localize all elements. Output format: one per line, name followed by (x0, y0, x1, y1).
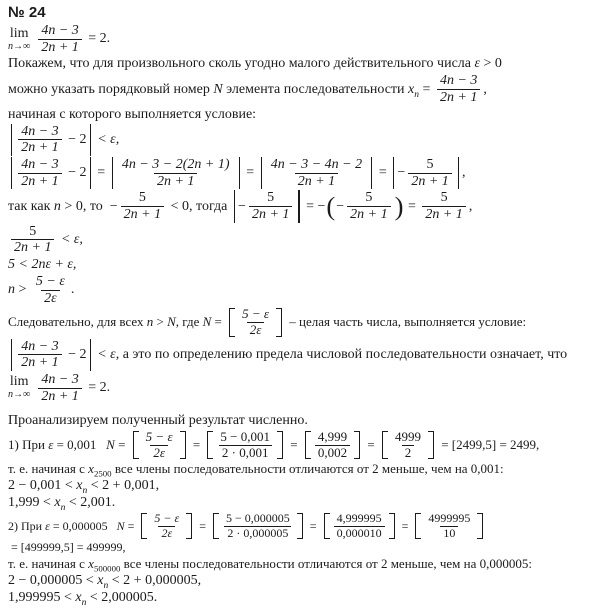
text: 1,999 < (8, 495, 55, 511)
numeric-analysis-heading (8, 413, 594, 429)
x-var: x (408, 81, 415, 97)
text: 2 − 0,001 < (8, 478, 77, 494)
fraction-numerator: 5 (267, 190, 275, 206)
abs-value (8, 339, 94, 371)
fraction-denominator: 2ε (150, 445, 168, 461)
intro-line-2 (8, 73, 594, 105)
conclusion-line-1 (8, 307, 594, 337)
fraction-numerator: 5 (365, 190, 373, 206)
minus-sign: − (336, 198, 345, 214)
since-line (8, 190, 594, 222)
problem-number: № 24 (8, 4, 46, 21)
equals-sign: = (242, 165, 258, 181)
equals-sign: = (196, 518, 210, 533)
epsilon-var: ε (45, 518, 50, 533)
lim-operator (8, 27, 30, 52)
x-subscript: n (103, 580, 109, 591)
less-than-eps: < ε, (93, 346, 120, 362)
fraction (268, 157, 365, 189)
fraction (437, 73, 480, 105)
fraction (143, 430, 176, 460)
int-part-brackets (411, 512, 487, 540)
int-part-brackets (301, 430, 364, 460)
right-bracket (186, 513, 192, 539)
fraction (18, 124, 61, 156)
x-var: x (88, 461, 94, 477)
fraction-numerator: 4n − 3 (41, 371, 79, 387)
result-text: = [2499,5] = 2499, (437, 437, 540, 453)
fraction-denominator: 2ε (41, 290, 60, 307)
text: все члены последовательности отличаются от 2 меньше, чем на 0,000005: (120, 556, 532, 572)
x-var: x (88, 556, 94, 572)
int-part-brackets (225, 307, 286, 337)
minus-two: − 2 (64, 346, 87, 362)
fraction-denominator: 2n + 1 (121, 206, 164, 223)
text: < 2 + 0,000005, (108, 573, 202, 589)
abs-bar (261, 157, 262, 189)
int-part-brackets (129, 430, 190, 460)
equals-sign: = (404, 198, 420, 214)
fraction-denominator: 2n + 1 (38, 39, 81, 56)
less-than-eps: < ε, (57, 231, 83, 247)
x-sub-n (54, 495, 66, 514)
fraction (347, 190, 390, 222)
equals-two: = 2. (84, 380, 111, 396)
text: все члены последовательности отличаются от 2 меньше, чем на 0,001: (111, 461, 504, 477)
right-bracket (477, 513, 483, 539)
abs-bar (11, 157, 12, 189)
fraction (121, 190, 164, 222)
right-bracket (389, 513, 395, 539)
abs-value (390, 157, 462, 189)
case1-formula (8, 430, 594, 460)
text: 2 − 0,000005 < (8, 573, 98, 589)
abs-bar (298, 190, 299, 222)
x-var: x (97, 573, 104, 589)
n-var: n (146, 314, 154, 330)
equals-sign: = (211, 314, 226, 330)
equals-sign: = (306, 518, 320, 533)
fraction-denominator: 2n + 1 (18, 139, 61, 156)
case1-inequality-2 (8, 495, 594, 514)
N-var: N (106, 437, 115, 453)
x-subscript: n (82, 486, 88, 497)
case1-inequality-1 (8, 478, 594, 497)
condition-line (8, 124, 594, 156)
abs-bar (90, 339, 91, 371)
case2-formula (8, 512, 594, 555)
left-bracket (207, 431, 213, 459)
equals-sign: = (398, 518, 412, 533)
equals-sign: = (189, 437, 204, 453)
fraction-numerator: 4999995 (428, 511, 471, 526)
intro-line-3 (8, 107, 594, 123)
left-bracket (324, 513, 330, 539)
conclusion-line-2 (8, 339, 594, 371)
text: Проанализируем полученный результат численно. (8, 413, 308, 429)
case2-explanation (8, 556, 594, 572)
epsilon-var: ε (474, 56, 481, 72)
right-bracket (354, 431, 360, 459)
abs-value (258, 157, 376, 189)
fraction-denominator: 2n + 1 (18, 354, 61, 371)
text: < 2 + 0,001, (87, 478, 160, 494)
fraction-denominator: 2 · 0,000005 (224, 526, 291, 540)
fraction-denominator: 0,000010 (334, 526, 385, 540)
abs-bar (90, 124, 91, 156)
epsilon-var: ε (48, 437, 54, 453)
n-var: n (53, 198, 61, 214)
fraction-denominator: 10 (440, 526, 458, 540)
fraction-numerator: 5 − ε (242, 306, 270, 322)
right-bracket (297, 513, 303, 539)
fraction-numerator: 5 − ε (154, 511, 180, 526)
equals-sign: = (114, 437, 129, 453)
x-sub-2500 (88, 461, 111, 477)
fraction (249, 190, 292, 222)
n-var: n (8, 282, 15, 298)
fraction (18, 157, 61, 189)
fraction-numerator: 4n − 3 (41, 23, 79, 38)
fraction-numerator: 5 (29, 223, 37, 239)
fraction-denominator: 2n + 1 (347, 206, 390, 223)
fraction-numerator: 4999 (394, 429, 421, 445)
fraction (315, 430, 350, 460)
fraction (18, 339, 61, 371)
right-bracket (276, 308, 282, 336)
fraction (408, 157, 451, 189)
left-bracket (133, 431, 139, 459)
equality-chain (8, 157, 594, 189)
fraction-denominator: 0,002 (315, 445, 350, 461)
equals-sign: = (375, 165, 391, 181)
equals-minus: = − (302, 198, 326, 214)
x-var: x (76, 478, 83, 494)
right-bracket (428, 431, 434, 459)
abs-value (8, 157, 94, 189)
text: а это по определению предела числовой последовательности означает, что (119, 346, 568, 362)
minus-sign: − (397, 165, 406, 181)
fraction-numerator: 5 (426, 157, 434, 173)
fraction (239, 307, 272, 337)
text: 5 < 2nε + ε, (8, 257, 77, 273)
greater-than: > (15, 282, 30, 298)
x-sub-n (76, 478, 88, 497)
equals-sign: = (364, 437, 378, 453)
fraction-denominator: 2 (402, 445, 415, 461)
int-part-brackets (320, 512, 399, 540)
equals-two: = 2. (84, 31, 111, 47)
text: = 0,000005 (49, 518, 117, 533)
fraction-denominator: 2n + 1 (11, 239, 54, 256)
abs-value (8, 124, 94, 156)
text: начиная с которого выполняется условие: (8, 106, 257, 122)
fraction-numerator: 4n − 3 (439, 73, 478, 89)
text: т. е. начиная с (8, 461, 89, 477)
N-var: N (167, 314, 176, 330)
fraction-denominator: 2n + 1 (154, 173, 197, 190)
abs-bar (90, 157, 91, 189)
abs-bar (11, 339, 12, 371)
text: можно указать порядковый номер (8, 81, 214, 97)
fraction (392, 430, 424, 460)
fraction-denominator: 2n + 1 (422, 206, 465, 223)
N-var: N (202, 314, 212, 330)
n-bound-line (8, 274, 594, 306)
fraction-denominator: 2ε (158, 526, 175, 540)
abs-bar (112, 157, 113, 189)
fraction-numerator: 4n − 3 (21, 123, 59, 139)
abs-value (109, 157, 243, 189)
fraction-denominator: 2n + 1 (18, 173, 61, 190)
equals-sign: = (419, 81, 434, 97)
text: элемента последовательности (222, 81, 409, 97)
x-sub-n (97, 573, 108, 589)
x-subscript: n (60, 503, 66, 514)
N-var: N (213, 81, 223, 97)
x-sub-n (75, 590, 86, 606)
fraction-denominator: 2n + 1 (295, 173, 338, 190)
lim-subscript: n→∞ (8, 389, 31, 401)
fraction (425, 512, 473, 540)
equals-sign: = (93, 165, 109, 181)
text: т. е. начиная с (8, 556, 89, 572)
fraction-numerator: 5 (440, 190, 448, 206)
period: . (70, 282, 75, 298)
limit-statement (8, 23, 594, 55)
int-part-brackets (203, 430, 287, 460)
int-part-brackets (209, 512, 307, 540)
fraction-numerator: 4n − 3 (21, 338, 59, 354)
fraction-numerator: 5 − 0,000005 (226, 511, 290, 526)
abs-bar (234, 190, 235, 222)
text: так как (8, 198, 54, 214)
N-var: N (116, 518, 125, 533)
comma: , (468, 198, 473, 214)
equals-sign: = (287, 437, 301, 453)
minus-sign: − (238, 198, 246, 214)
limit-statement-final (8, 372, 594, 404)
lim-label: lim (9, 374, 29, 390)
fraction (334, 512, 385, 540)
abs-value (231, 190, 303, 222)
abs-bar (371, 157, 372, 189)
fraction (119, 157, 233, 189)
x-subscript: n (414, 89, 420, 100)
x-subscript: 500000 (93, 563, 121, 574)
fraction-numerator: 4n − 3 − 2(2n + 1) (121, 157, 230, 173)
text: < 2,000005. (86, 590, 158, 606)
abs-bar (393, 157, 394, 189)
x-sub-500000 (88, 556, 120, 572)
left-bracket (229, 308, 235, 336)
x-subscript: n (81, 597, 87, 608)
minus-sign: − (109, 198, 118, 214)
fraction-numerator: 4n − 3 (21, 157, 59, 173)
result-text: = [499999,5] = 499999, (8, 540, 126, 555)
fraction-numerator: 4n − 3 − 4n − 2 (270, 157, 363, 173)
fraction (223, 512, 293, 540)
text: – целая часть числа, выполняется условие: (286, 314, 527, 330)
equals-sign: = (124, 518, 138, 533)
text: 1) При (8, 437, 49, 453)
text: < 2,001. (65, 495, 116, 511)
fraction-numerator: 5 − 0,001 (220, 429, 271, 445)
lim-subscript: n→∞ (8, 40, 31, 52)
lparen-glyph: ( (326, 191, 336, 222)
fraction-denominator: 2n + 1 (38, 388, 81, 405)
left-bracket (141, 513, 147, 539)
left-bracket (382, 431, 388, 459)
fraction-denominator: 2ε (247, 322, 265, 338)
fraction (38, 372, 81, 404)
case2-inequality-2 (8, 590, 594, 606)
rparen-glyph: ) (394, 191, 404, 222)
fraction-denominator: 2n + 1 (408, 173, 451, 190)
left-bracket (213, 513, 219, 539)
left-bracket (415, 513, 421, 539)
text: > 0 (480, 56, 502, 72)
x-var: x (54, 495, 61, 511)
right-bracket (277, 431, 283, 459)
fraction-numerator: 5 − ε (145, 429, 173, 445)
fraction (217, 430, 273, 460)
text: 2) При (8, 518, 46, 533)
abs-bar (11, 124, 12, 156)
less-than-eps: < ε, (93, 131, 120, 147)
x-var: x (75, 590, 82, 606)
fraction (11, 224, 54, 256)
minus-two: − 2 (64, 165, 87, 181)
comma: , (483, 81, 487, 97)
abs-bar (458, 157, 459, 189)
inequality-line (8, 257, 594, 273)
int-part-brackets (137, 512, 196, 540)
text: > (153, 314, 168, 330)
fraction-numerator: 4,999995 (336, 511, 382, 526)
fraction (422, 190, 465, 222)
case1-explanation (8, 461, 594, 477)
inequality-frac-line (8, 224, 594, 256)
x-subscript: 2500 (93, 468, 112, 479)
text: 1,999995 < (8, 590, 76, 606)
fraction-numerator: 5 (138, 190, 146, 206)
fraction-numerator: 4,999 (317, 429, 348, 445)
comma: , (461, 165, 466, 181)
right-bracket (180, 431, 186, 459)
intro-line-1 (8, 56, 594, 72)
text: > 0, то (60, 198, 110, 214)
text: = 0,001 (53, 437, 107, 453)
x-sub-n (408, 82, 419, 98)
left-bracket (305, 431, 311, 459)
fraction-numerator: 5 − ε (35, 274, 65, 290)
int-part-brackets (378, 430, 438, 460)
fraction-denominator: 2 · 0,001 (219, 445, 272, 461)
lim-operator (8, 375, 30, 400)
case2-inequality-1 (8, 573, 594, 589)
fraction (38, 23, 81, 55)
text: < 0, тогда (167, 198, 231, 214)
fraction-denominator: 2n + 1 (249, 206, 292, 223)
text: Следовательно, для всех (8, 314, 147, 330)
fraction (151, 512, 182, 540)
text: , где (175, 314, 203, 330)
fraction-denominator: 2n + 1 (437, 89, 480, 106)
abs-bar (239, 157, 240, 189)
lim-label: lim (9, 25, 29, 41)
fraction (33, 274, 68, 306)
text: Покажем, что для произвольного сколь угодно малого действительного числа (8, 56, 475, 72)
minus-two: − 2 (64, 131, 87, 147)
